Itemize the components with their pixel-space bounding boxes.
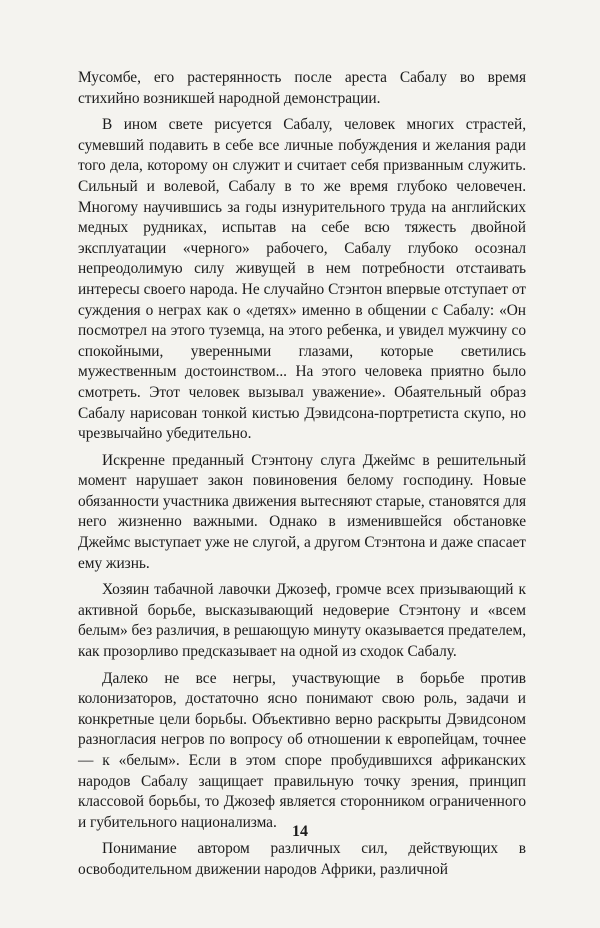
paragraph-3: Искренне преданный Стэнтону слуга Джеймс в решительный момент нарушает закон повиновения белому господину. Новые обязанности участника движения вытесняют старые, становятся для него жизненно важными. Однако в изменившейся обстановке Джеймс выступает уже не слугой, а другом Стэнтона и даже спасает ему жизнь. <box>78 451 526 572</box>
paragraph-1: Мусомбе, его растерянность после ареста Сабалу во время стихийно возникшей народной демонстрации. <box>78 69 526 107</box>
paragraph-2: В ином свете рисуется Сабалу, человек многих страстей, сумевший подавить в себе все личные побуждения и желания ради того дела, которому он служит и считает себя призванным служить. Сильный и волевой, Сабалу в то же время глубоко человечен. Многому научившись за годы изнурительного труда на английских медных рудниках, испытав на себе всю тяжесть двойной эксплуатации «черного» рабочего, Сабалу глубоко осознал непреодолимую силу живущей в нем потребности отстаивать интересы своего народа. Не случайно Стэнтон впервые отступает от суждения о неграх как о «детях» именно в общении с Сабалу: «Он посмотрел на этого туземца, на этого ребенка, и увидел мужчину со спокойными, уверенными глазами, которые светились мужественным достоинством... На этого человека приятно было смотреть. Этот человек вызывал уважение». Обаятельный образ Сабалу нарисован тонкой кистью Дэвидсона-портретиста скупо, но чрезвычайно убедительно. <box>78 116 526 443</box>
body-text <box>78 68 526 881</box>
paragraph-6: Понимание автором различных сил, действующих в освободительном движении народов Африки, различной <box>78 840 526 878</box>
paragraph-5: Далеко не все негры, участвующие в борьбе против колонизаторов, достаточно ясно понимают свою роль, задачи и конкретные цели борьбы. Объективно верно раскрыты Дэвидсоном разногласия негров по вопросу об отношении к европейцам, точнее — к «белым». Если в этом споре пробудившихся африканских народов Сабалу защищает правильную точку зрения, принцип классовой борьбы, то Джозеф является сторонником ограниченного и губительного национализма. <box>78 669 526 831</box>
paragraph-4: Хозяин табачной лавочки Джозеф, громче всех призывающий к активной борьбе, высказывающий недоверие Стэнтону и «всем белым» без различия, в решающую минуту оказывается предателем, как прозорливо предсказывает на одной из сходок Сабалу. <box>78 581 526 661</box>
page-number: 14 <box>292 823 308 840</box>
